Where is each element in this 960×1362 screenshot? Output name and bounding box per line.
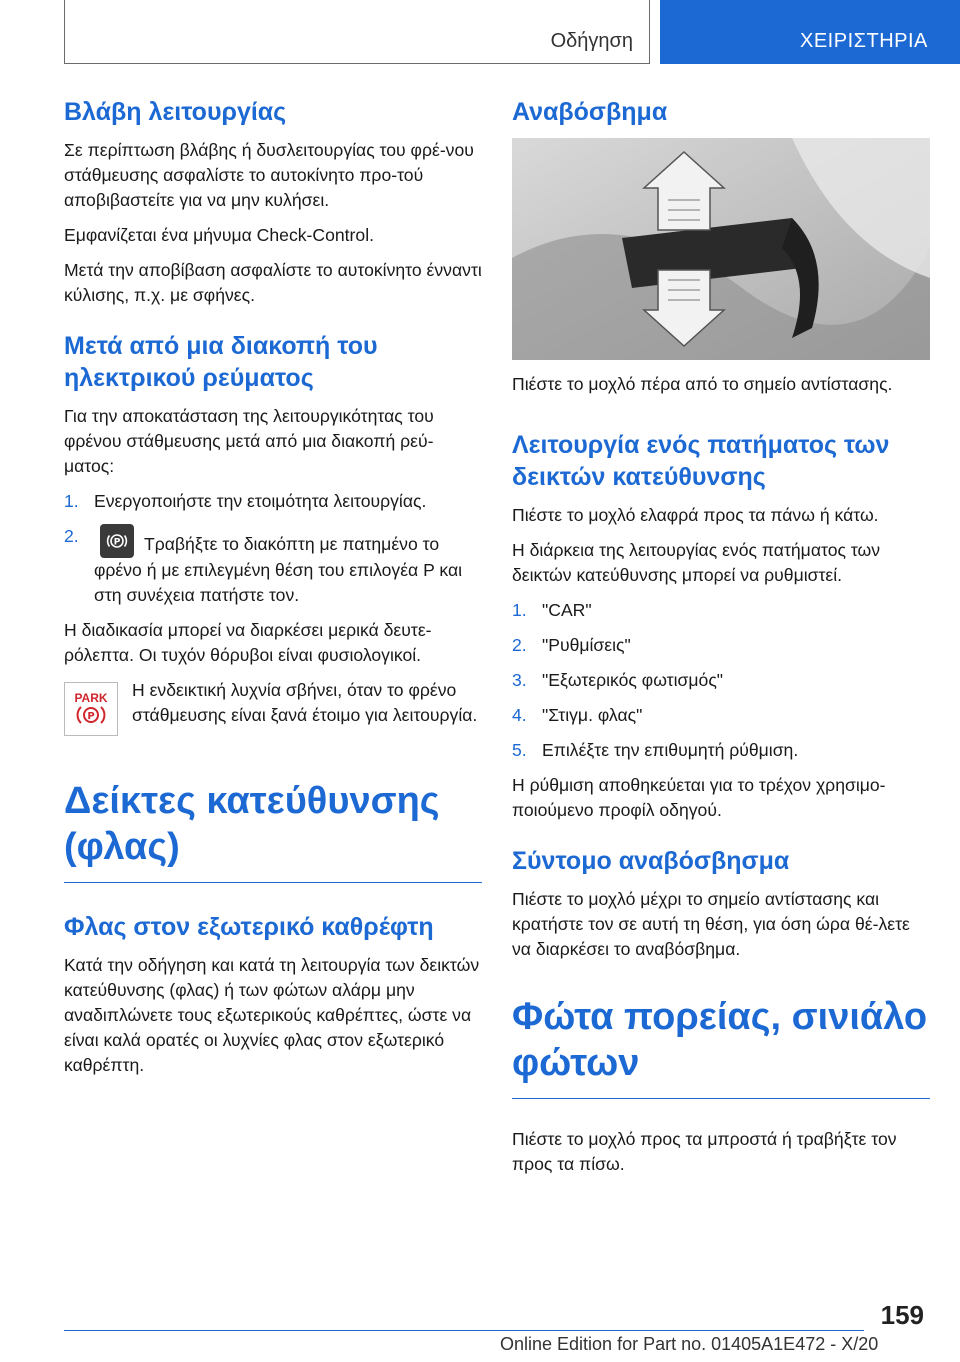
left-column	[64, 96, 482, 1088]
short-flash-title: Σύντομο αναβόσβησμα	[512, 847, 790, 875]
fault-title: Βλάβη λειτουργίας	[64, 98, 287, 126]
settings-steps	[512, 598, 930, 763]
list-item	[64, 524, 482, 608]
list-item: 4. "Στιγμ. φλας"	[512, 705, 643, 725]
page-number: 159	[880, 1300, 924, 1330]
turn-signal-lever-photo	[512, 138, 930, 360]
right-column	[512, 96, 930, 1187]
step-text: Ενεργοποιήστε την ετοιμότητα λειτουργίας.	[94, 491, 427, 511]
power-p2: Η διαδικασία μπορεί να διαρκέσει μερικά δευτε-ρόλεπτα. Οι τυχόν θόρυβοι είναι φυσιολογικοί.	[64, 620, 432, 665]
park-indicator-note	[64, 678, 482, 736]
header-section: Οδήγηση	[550, 30, 633, 52]
turn-signals-title: Δείκτες κατεύθυνσης (φλας)	[64, 780, 440, 868]
high-beam-title: Φώτα πορείας, σινιάλο φώτων	[512, 996, 928, 1084]
fault-p2: Εμφανίζεται ένα μήνυμα Check-Control.	[64, 225, 374, 245]
footer-edition: Online Edition for Part no. 01405A1E472 - X/20	[500, 1334, 879, 1354]
flash-title: Αναβόσβημα	[512, 98, 668, 126]
footer-divider	[64, 1330, 864, 1331]
mirror-title: Φλας στον εξωτερικό καθρέφτη	[64, 913, 434, 941]
list-item	[64, 489, 482, 514]
power-p1: Για την αποκατάσταση της λειτουργικότητας του φρένου στάθμευσης μετά από μια διακοπή ρεύ-ματος:	[64, 406, 434, 476]
header-chapter-tab[interactable]: ΧΕΙΡΙΣΤΗΡΙΑ	[660, 0, 960, 64]
high-beam-p: Πιέστε το μοχλό προς τα μπροστά ή τραβήξτε τον προς τα πίσω.	[512, 1129, 897, 1174]
park-warning-icon: PARK P	[64, 682, 118, 736]
power-title: Μετά από μια διακοπή του ηλεκτρικού ρεύματος	[64, 332, 378, 392]
photo-caption: Πιέστε το μοχλό πέρα από το σημείο αντίστασης.	[512, 374, 893, 394]
list-item: 3. "Εξωτερικός φωτισμός"	[512, 670, 724, 690]
parking-brake-switch-icon	[100, 524, 134, 558]
onetouch-title: Λειτουργία ενός πατήματος των δεικτών κατεύθυνσης	[512, 431, 890, 491]
onetouch-p2: Η διάρκεια της λειτουργίας ενός πατήματος των δεικτών κατεύθυνσης μπορεί να ρυθμιστεί.	[512, 540, 881, 585]
step-number: 1.	[64, 491, 79, 511]
power-steps	[64, 489, 482, 608]
section-divider	[512, 1098, 930, 1099]
fault-p1: Σε περίπτωση βλάβης ή δυσλειτουργίας του φρέ-νου στάθμευσης ασφαλίστε το αυτοκίνητο προ-τού αποβιβαστείτε για να μην κυλήσει.	[64, 140, 474, 210]
list-item: 2. "Ρυθμίσεις"	[512, 635, 631, 655]
header-box	[64, 0, 650, 64]
mirror-p: Κατά την οδήγηση και κατά τη λειτουργία των δεικτών κατεύθυνσης (φλας) ή των φώτων αλάρμ μην αναδιπλώνετε τους εξωτερικούς καθρέπτες, ώστε να είναι καλά ορατές οι λυχνίες φλας στον εξωτερικό καθρέπτη.	[64, 955, 480, 1075]
step-text: Τραβήξτε το διακόπτη με πατημένο το φρένο ή με επιλεγμένη θέση του επιλογέα P και στη συνέχεια πατήστε τον.	[94, 534, 463, 605]
onetouch-p1: Πιέστε το μοχλό ελαφρά προς τα πάνω ή κάτω.	[512, 505, 879, 525]
svg-text:P: P	[87, 711, 95, 722]
list-item: 5. Επιλέξτε την επιθυμητή ρύθμιση.	[512, 740, 799, 760]
list-item: 1. "CAR"	[512, 600, 592, 620]
short-flash-p: Πιέστε το μοχλό μέχρι το σημείο αντίστασης και κρατήστε τον σε αυτή τη θέση, για όση ώρα θέ-λετε να διαρκέσει το αναβόσβημα.	[512, 889, 910, 959]
section-divider	[64, 882, 482, 883]
park-text: Η ενδεικτική λυχνία σβήνει, όταν το φρένο στάθμευσης είναι ξανά έτοιμο για λειτουργία.	[132, 680, 478, 725]
fault-p3: Μετά την αποβίβαση ασφαλίστε το αυτοκίνητο ένναντι κύλισης, π.χ. με σφήνες.	[64, 260, 482, 305]
onetouch-p3: Η ρύθμιση αποθηκεύεται για το τρέχον χρησιμο-ποιούμενο προφίλ οδηγού.	[512, 775, 886, 820]
step-number: 2.	[64, 526, 79, 546]
svg-text:P: P	[113, 537, 121, 548]
